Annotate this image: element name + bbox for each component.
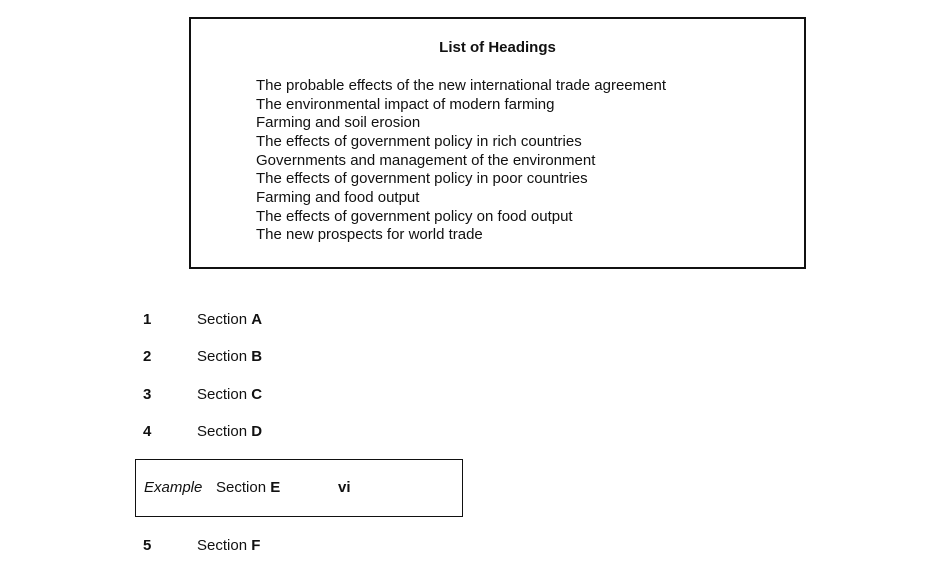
section-word: Section: [197, 348, 248, 365]
example-section: [216, 479, 280, 496]
question-number: 3: [143, 386, 152, 403]
question-number: 4: [143, 423, 152, 440]
heading-text: Farming and food output: [256, 189, 420, 206]
section-word: Section: [197, 386, 248, 403]
question-section: [197, 536, 260, 556]
example-label: Example: [144, 479, 203, 496]
heading-text: The probable effects of the new international trade agreement: [256, 77, 666, 94]
section-letter: D: [251, 423, 263, 440]
heading-text: The effects of government policy in poor countries: [256, 170, 588, 187]
question-section: [197, 347, 262, 367]
section-letter: B: [251, 348, 263, 365]
heading-text: The new prospects for world trade: [256, 226, 483, 243]
section-word: Section: [216, 479, 267, 496]
section-word: Section: [197, 311, 248, 328]
heading-text: The effects of government policy on food output: [256, 208, 573, 225]
heading-text: Governments and management of the environment: [256, 152, 596, 169]
example-answer: vi: [338, 479, 351, 496]
heading-text: The effects of government policy in rich countries: [256, 133, 582, 150]
question-number: 1: [143, 311, 152, 328]
question-section: [197, 422, 262, 442]
example-box: [135, 459, 463, 517]
section-letter: F: [251, 537, 261, 554]
headings-title: List of Headings: [439, 39, 556, 56]
section-letter: A: [251, 311, 263, 328]
list-of-headings-box: [189, 17, 806, 269]
section-letter: E: [270, 479, 281, 496]
section-word: Section: [197, 423, 248, 440]
question-section: [197, 385, 262, 405]
heading-text: The environmental impact of modern farming: [256, 96, 555, 113]
section-word: Section: [197, 537, 248, 554]
question-section: [197, 310, 262, 330]
heading-text: Farming and soil erosion: [256, 114, 421, 131]
question-number: 5: [143, 537, 152, 554]
question-number: 2: [143, 348, 152, 365]
section-letter: C: [251, 386, 263, 403]
